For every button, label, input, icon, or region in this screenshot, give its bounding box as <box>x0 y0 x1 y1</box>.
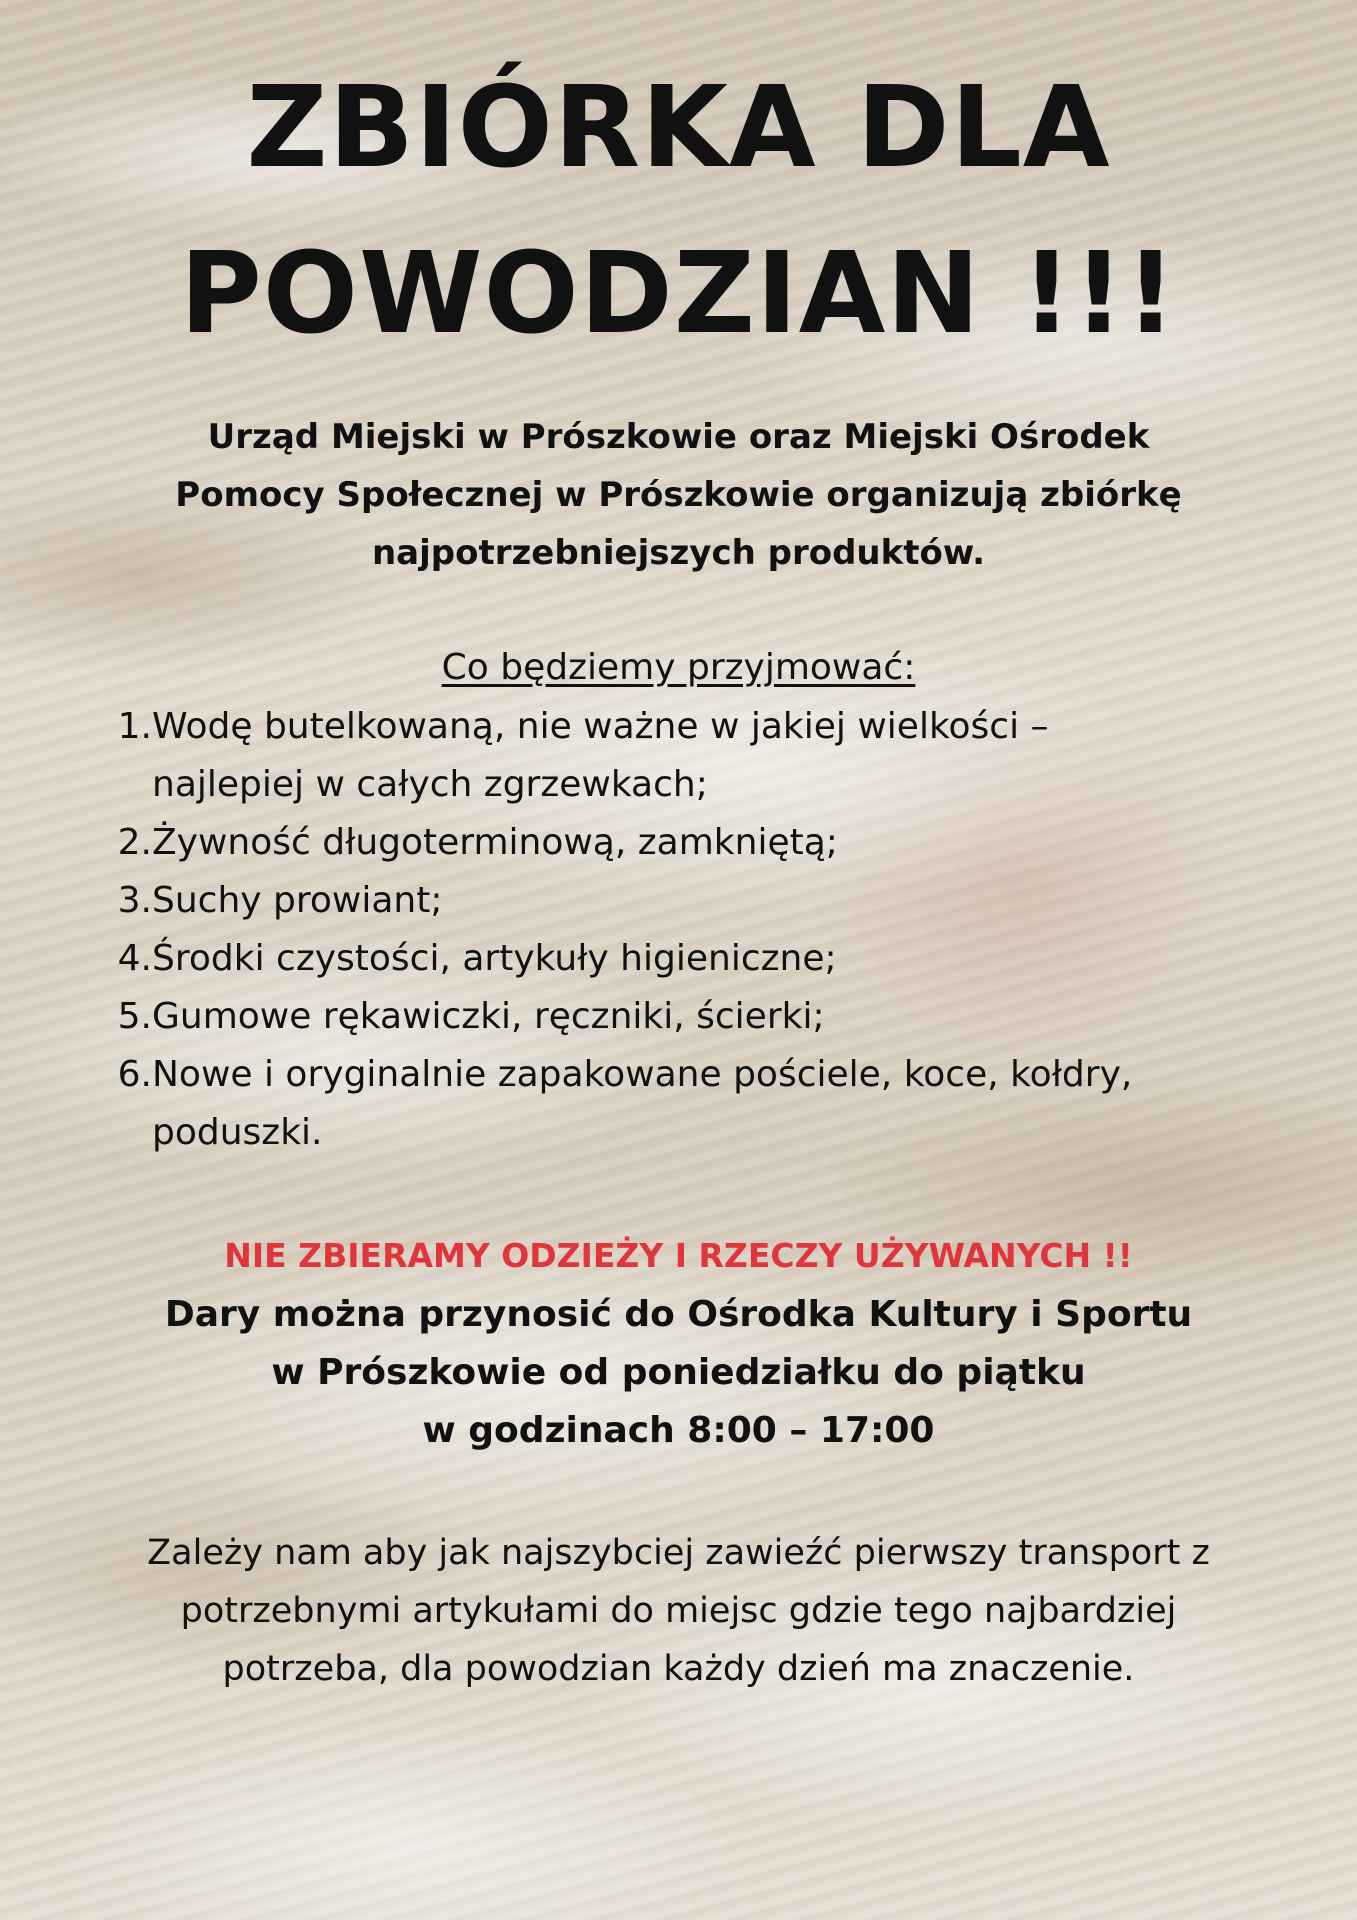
dropoff-line: w Prószkowie od poniedziałku do piątku <box>271 1352 1086 1393</box>
list-item <box>110 988 1270 1046</box>
intro-line: najpotrzebniejszych produktów. <box>371 533 986 573</box>
list-item-number: 5. <box>117 996 152 1037</box>
list-item-line: Środki czystości, artykuły higieniczne; <box>152 938 837 979</box>
list-item-line: poduszki. <box>152 1112 323 1153</box>
list-item-line: Suchy prowiant; <box>152 880 443 921</box>
list-item-line: Żywność długoterminową, zamkniętą; <box>152 822 838 863</box>
list-item <box>110 698 1270 814</box>
list-item <box>110 872 1270 930</box>
list-item-number: 4. <box>117 938 152 979</box>
closing-line: potrzeba, dla powodzian każdy dzień ma znaczenie. <box>222 1649 1135 1689</box>
closing-line: potrzebnymi artykułami do miejsc gdzie tego najbardziej <box>180 1591 1177 1631</box>
accepted-items-heading: Co będziemy przyjmować: <box>441 647 916 688</box>
intro-line: Urząd Miejski w Prószkowie oraz Miejski Ośrodek <box>207 417 1150 457</box>
list-item-number: 1. <box>117 706 152 747</box>
list-item-number: 6. <box>117 1054 152 1095</box>
closing-line: Zależy nam aby jak najszybciej zawieźć pierwszy transport z <box>147 1533 1210 1573</box>
list-item-text <box>152 698 1270 814</box>
poster-title-line-2: POWODZIAN !!! <box>179 229 1178 359</box>
dropoff-line: Dary można przynosić do Ośrodka Kultury i Sportu <box>164 1294 1193 1335</box>
intro-line: Pomocy Społecznej w Prószkowie organizują zbiórkę <box>175 475 1182 515</box>
list-item-text <box>152 872 1270 930</box>
list-item-text <box>152 988 1270 1046</box>
dropoff-info <box>60 1286 1297 1460</box>
no-used-items-warning: NIE ZBIERAMY ODZIEŻY I RZECZY UŻYWANYCH !! <box>224 1236 1133 1275</box>
list-item-line: Nowe i oryginalnie zapakowane pościele, koce, kołdry, <box>152 1054 1133 1095</box>
list-item-number: 2. <box>117 822 152 863</box>
list-item-line: Wodę butelkowaną, nie ważne w jakiej wielkości – <box>152 706 1049 747</box>
dropoff-line: w godzinach 8:00 – 17:00 <box>422 1410 935 1451</box>
list-item-text <box>152 1046 1270 1162</box>
list-item-text <box>152 814 1270 872</box>
list-item-text <box>152 930 1270 988</box>
list-item <box>110 1046 1270 1162</box>
list-item-number: 3. <box>117 880 152 921</box>
accepted-items-list <box>110 698 1270 1162</box>
poster-title-line-1: ZBIÓRKA DLA <box>246 63 1111 193</box>
list-item-line: Gumowe rękawiczki, ręczniki, ścierki; <box>152 996 825 1037</box>
intro-paragraph <box>90 408 1267 582</box>
list-item <box>110 814 1270 872</box>
list-item <box>110 930 1270 988</box>
closing-paragraph <box>60 1524 1297 1698</box>
list-item-line: najlepiej w całych zgrzewkach; <box>152 764 708 805</box>
